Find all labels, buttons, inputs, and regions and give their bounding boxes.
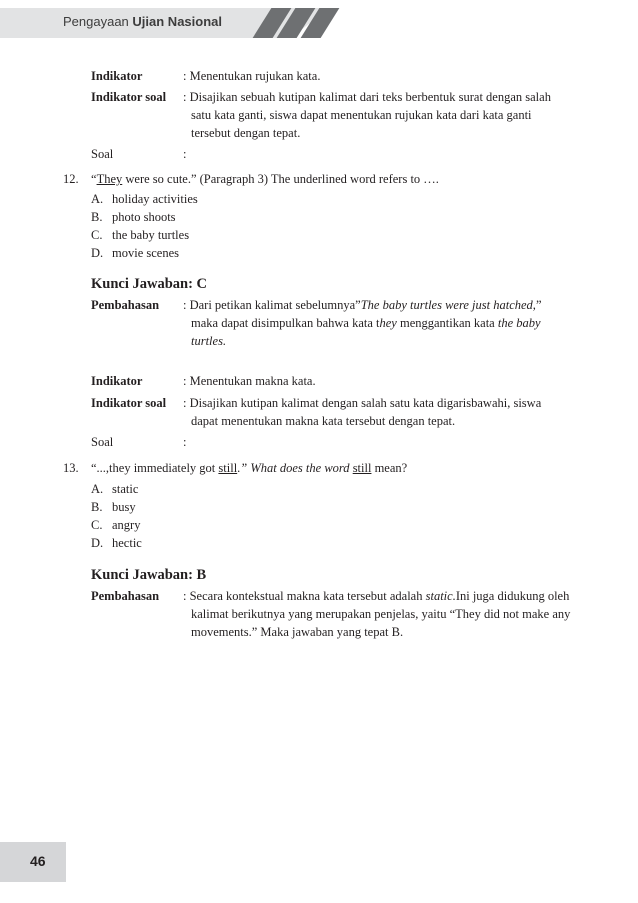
pembahasan-label: Pembahasan — [91, 298, 160, 312]
indikator-soal-value: : Disajikan sebuah kutipan kalimat dari teks berbentuk surat dengan salah satu kata ganti, siswa dapat menentukan rujukan kata dari kata ganti tersebut dengan tepat. — [183, 90, 551, 140]
option-d: D. hectic — [91, 536, 142, 550]
option-d: D. movie scenes — [91, 246, 179, 260]
option-c: C. angry — [91, 518, 141, 532]
underlined-word: They — [96, 172, 123, 186]
soal-label: Soal — [91, 147, 114, 161]
page-number: 46 — [30, 853, 46, 869]
option-c: C. the baby turtles — [91, 228, 190, 242]
indikator-soal-label: Indikator soal — [91, 396, 167, 410]
indikator-label: Indikator — [91, 374, 143, 388]
answer-key: Kunci Jawaban: B — [91, 567, 207, 583]
soal-colon: : — [183, 147, 187, 161]
question-number: 12. — [63, 172, 79, 186]
question-text: “...,they immediately got still.” What does the word still mean? — [91, 461, 408, 475]
indikator-soal-label: Indikator soal — [91, 90, 167, 104]
question-text: “They were so cute.” (Paragraph 3) The underlined word refers to …. — [91, 172, 439, 186]
option-a: A. static — [91, 482, 139, 496]
underlined-word: still — [352, 461, 372, 475]
option-a: A. holiday activities — [91, 192, 198, 206]
pembahasan-value: : Secara kontekstual makna kata tersebut adalah static.Ini juga didukung oleh kalimat berikutnya yang merupakan penjelas, yaitu “They did not make any movements.” Maka jawaban yang tepat B. — [183, 589, 571, 639]
indikator-label: Indikator — [91, 69, 143, 83]
indikator-value: : Menentukan rujukan kata. — [183, 69, 321, 83]
pembahasan-value: : Dari petikan kalimat sebelumnya”The baby turtles were just hatched,” maka dapat disimpulkan bahwa kata they menggantikan kata the baby turtles. — [183, 298, 542, 348]
option-b: B. busy — [91, 500, 136, 514]
header-title: Pengayaan Ujian Nasional — [63, 14, 222, 29]
underlined-word: still — [218, 461, 238, 475]
pembahasan-label: Pembahasan — [91, 589, 160, 603]
option-b: B. photo shoots — [91, 210, 176, 224]
indikator-soal-value: : Disajikan kutipan kalimat dengan salah satu kata digarisbawahi, siswa dapat menentukan makna kata tersebut dengan tepat. — [183, 396, 542, 428]
soal-colon: : — [183, 435, 187, 449]
soal-label: Soal — [91, 435, 114, 449]
question-number: 13. — [63, 461, 79, 475]
answer-key: Kunci Jawaban: C — [91, 276, 208, 292]
indikator-value: : Menentukan makna kata. — [183, 374, 316, 388]
